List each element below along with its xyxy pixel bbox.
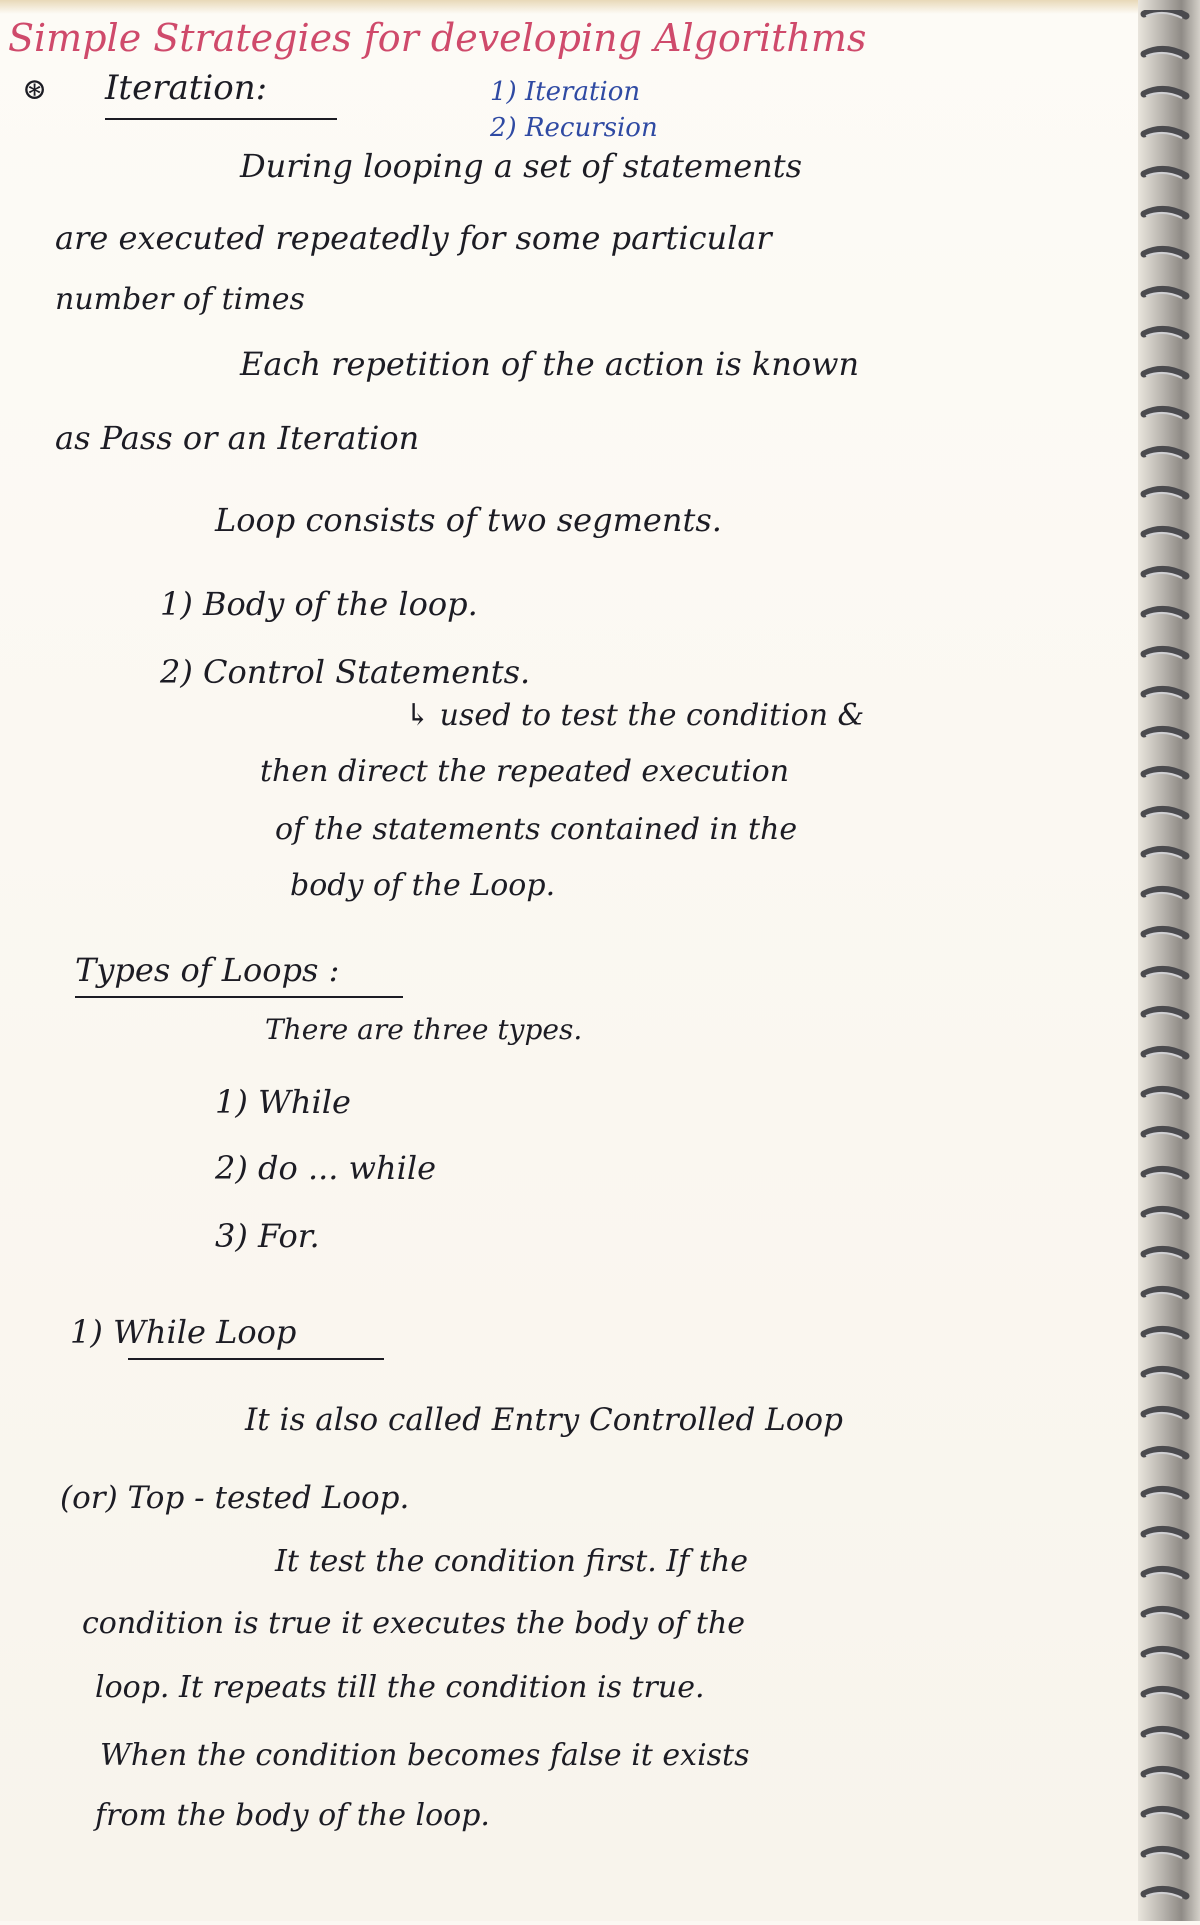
list-item: 2) Control Statements. bbox=[160, 653, 531, 691]
heading-underline bbox=[128, 1358, 384, 1360]
list-item: 3) For. bbox=[215, 1217, 320, 1255]
text-line: from the body of the loop. bbox=[95, 1798, 490, 1833]
section-heading-while: 1) While Loop bbox=[70, 1313, 297, 1351]
page-title: Simple Strategies for developing Algorithms bbox=[8, 16, 867, 60]
list-item: 1) While bbox=[215, 1083, 351, 1121]
binding-rings bbox=[1138, 0, 1200, 1921]
text-line: number of times bbox=[55, 282, 305, 317]
text-line: are executed repeatedly for some particular bbox=[55, 219, 772, 257]
list-item: 1) Body of the loop. bbox=[160, 585, 478, 623]
bullet-mark: ⊛ bbox=[22, 72, 48, 107]
text-line: During looping a set of statements bbox=[240, 147, 803, 185]
text-line: of the statements contained in the bbox=[275, 812, 798, 847]
section-heading-iteration: Iteration: bbox=[105, 68, 268, 108]
method-item: 1) Iteration bbox=[490, 77, 641, 107]
page-top-edge bbox=[0, 0, 1200, 14]
heading-underline bbox=[75, 996, 403, 998]
text-line: There are three types. bbox=[265, 1013, 583, 1046]
section-heading-types: Types of Loops : bbox=[75, 951, 340, 989]
text-line: as Pass or an Iteration bbox=[55, 419, 420, 457]
spiral-binding bbox=[1138, 0, 1200, 1921]
text-line: condition is true it executes the body of the bbox=[82, 1606, 746, 1641]
text-line: loop. It repeats till the condition is true. bbox=[95, 1670, 705, 1705]
list-item: 2) do ... while bbox=[215, 1149, 437, 1187]
text-line: (or) Top - tested Loop. bbox=[60, 1480, 410, 1516]
text-line: It is also called Entry Controlled Loop bbox=[245, 1402, 843, 1438]
text-line: It test the condition first. If the bbox=[275, 1544, 748, 1579]
text-line: When the condition becomes false it exists bbox=[100, 1738, 750, 1773]
text-line: body of the Loop. bbox=[290, 868, 556, 903]
text-line: Loop consists of two segments. bbox=[215, 501, 722, 539]
text-line: ↳ used to test the condition & bbox=[405, 698, 865, 733]
text-line: then direct the repeated execution bbox=[260, 754, 790, 789]
method-item: 2) Recursion bbox=[490, 113, 658, 143]
text-line: Each repetition of the action is known bbox=[240, 345, 860, 383]
heading-underline bbox=[105, 118, 337, 120]
